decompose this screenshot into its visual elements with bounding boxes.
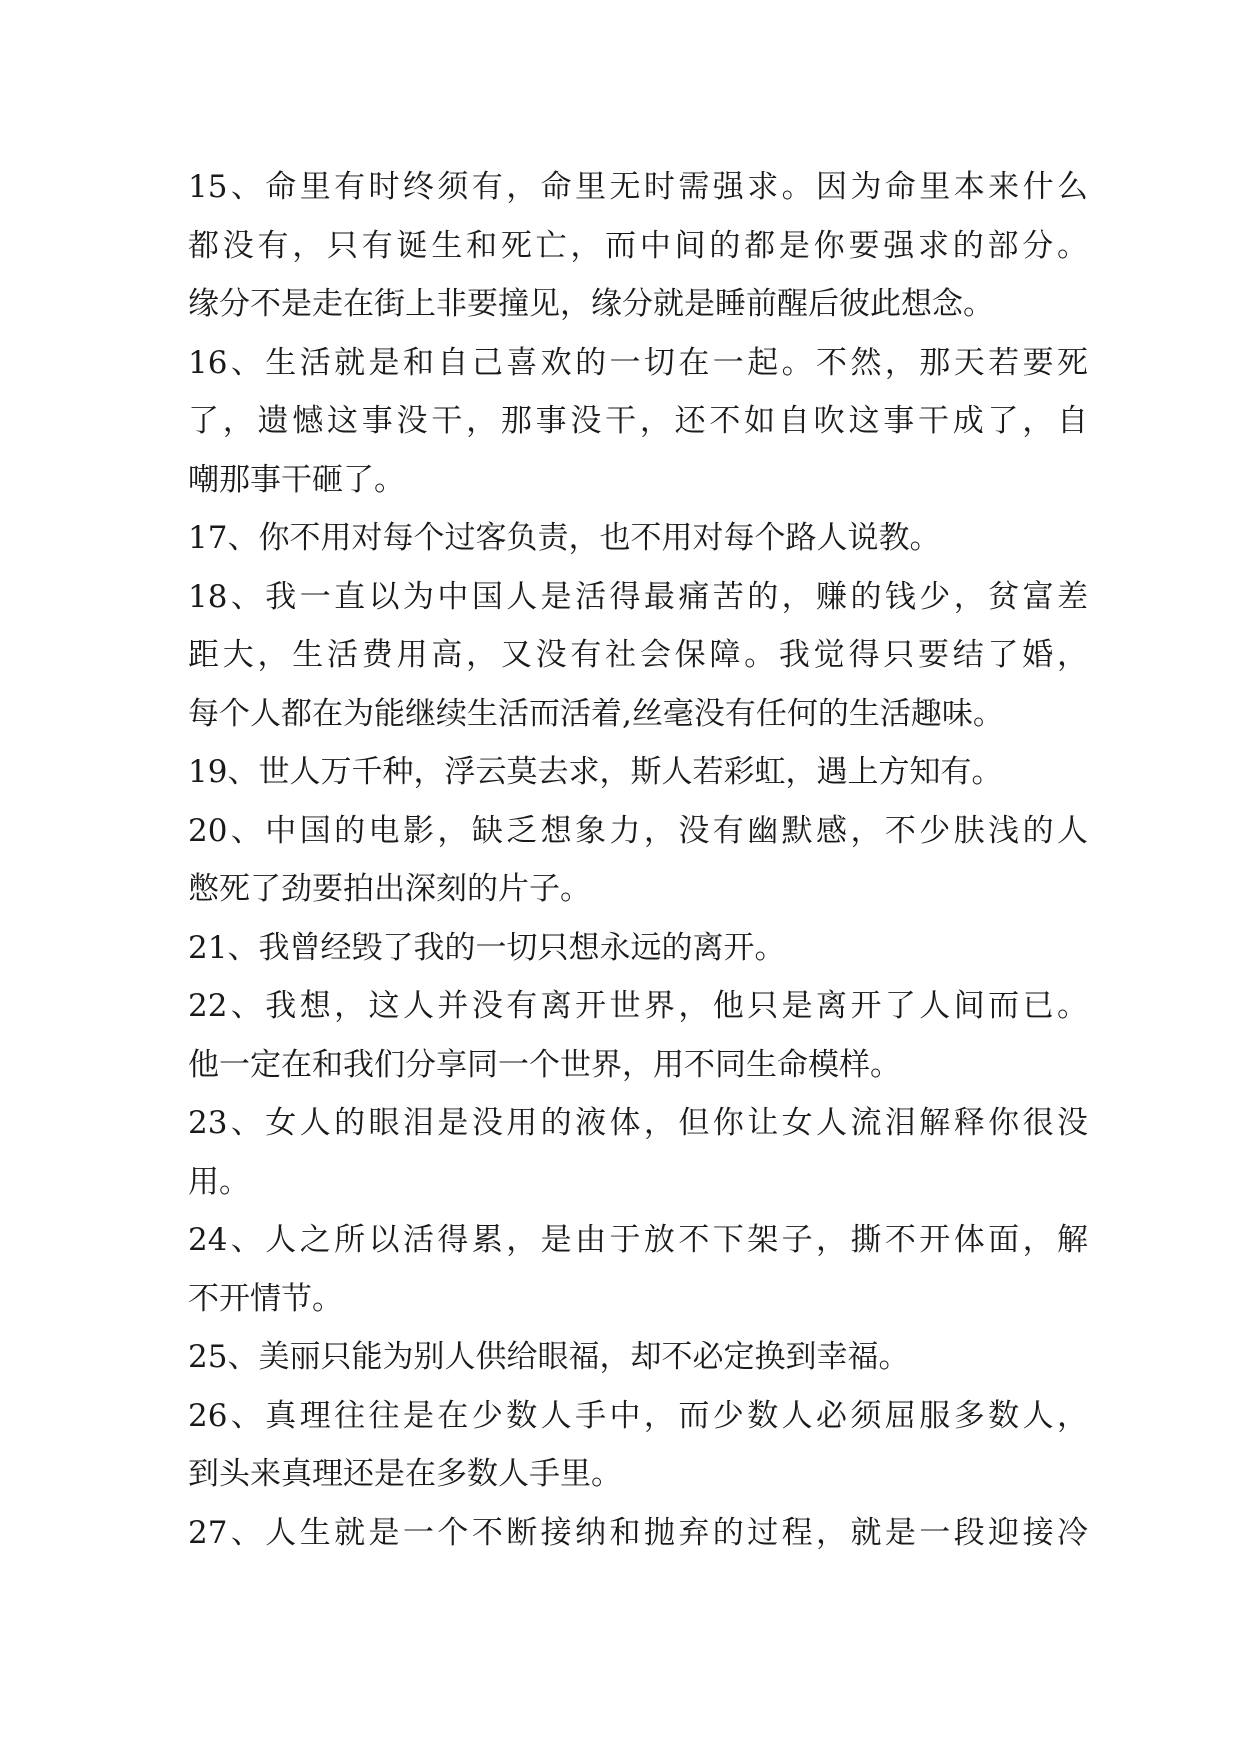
text-line: 嘲那事干砸了。: [188, 461, 405, 498]
text-line: 憋死了劲要拍出深刻的片子。: [188, 871, 591, 907]
text-line: 不开情节。: [188, 1280, 343, 1317]
text-line: 缘分不是走在街上非要撞见，缘分就是睡前醒后彼此想念。: [188, 286, 994, 322]
text-line: 了，遗憾这事没干，那事没干，还不如自吹这事干成了，自: [188, 403, 1088, 439]
text-line: 24、人之所以活得累，是由于放不下架子，撕不开体面，解: [188, 1222, 1088, 1258]
text-line: 26、真理往往是在少数人手中，而少数人必须屈服多数人，: [188, 1397, 1088, 1434]
document-body: [188, 158, 1088, 1562]
text-line: 17、你不用对每个过客负责，也不用对每个路人说教。: [188, 520, 941, 556]
text-line: 21、我曾经毁了我的一切只想永远的离开。: [188, 929, 786, 966]
text-line: 每个人都在为能继续生活而活着,丝毫没有任何的生活趣味。: [188, 695, 1004, 732]
text-line: 距大，生活费用高，又没有社会保障。我觉得只要结了婚，: [188, 637, 1088, 673]
text-line: 都没有，只有诞生和死亡，而中间的都是你要强求的部分。: [188, 227, 1088, 264]
text-line: 到头来真理还是在多数人手里。: [188, 1456, 622, 1492]
text-line: 15、命里有时终须有，命里无时需强求。因为命里本来什么: [188, 169, 1088, 205]
text-line: 16、生活就是和自己喜欢的一切在一起。不然，那天若要死: [188, 344, 1088, 381]
text-line: 20、中国的电影，缺乏想象力，没有幽默感，不少肤浅的人: [188, 812, 1088, 849]
text-line: 22、我想，这人并没有离开世界，他只是离开了人间而已。: [188, 988, 1088, 1024]
text-line: 用。: [188, 1163, 250, 1200]
text-line: 27、人生就是一个不断接纳和抛弃的过程，就是一段迎接冷: [188, 1514, 1088, 1551]
text-line: 他一定在和我们分享同一个世界，用不同生命模样。: [188, 1046, 901, 1083]
text-line: 18、我一直以为中国人是活得最痛苦的，赚的钱少，贫富差: [188, 578, 1088, 615]
text-line: 19、世人万千种，浮云莫去求，斯人若彩虹，遇上方知有。: [188, 754, 1003, 790]
text-line: 25、美丽只能为别人供给眼福，却不必定换到幸福。: [188, 1339, 910, 1375]
text-line: 23、女人的眼泪是没用的液体，但你让女人流泪解释你很没: [188, 1105, 1088, 1141]
